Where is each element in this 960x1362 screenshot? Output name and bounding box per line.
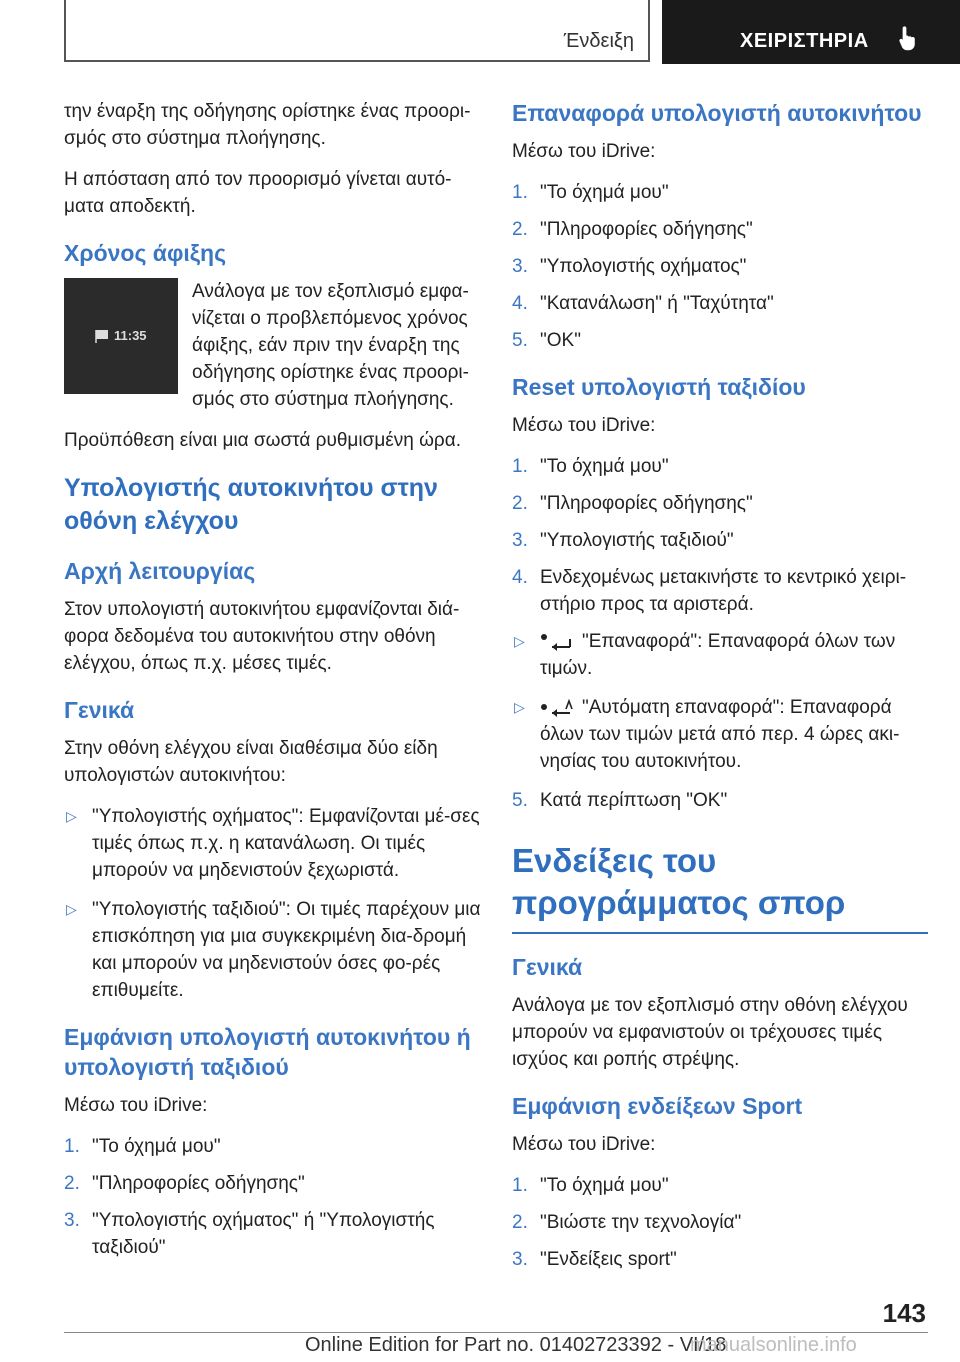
paragraph: Ανάλογα με τον εξοπλισμό εμφα-νίζεται ο προβλεπόμενος χρόνος άφιξης, εάν πριν την έναρξη της οδήγησης ορίστηκε ένας προορι-σμός στο σύστημα πλοήγησης. <box>192 281 469 410</box>
page-header <box>0 0 960 66</box>
list-item: ▷ "Αυτόματη επαναφορά": Επαναφορά όλων των τιμών μετά από περ. 4 ώρες ακι-νησίας του αυτοκινήτου. <box>512 694 932 775</box>
list-item-text: "Υπολογιστής οχήματος": Εμφανίζονται μέ-σες τιμές όπως π.χ. η κατανάλωση. Οι τιμές μπορούν να μηδενιστούν ξεχωριστά. <box>92 806 480 881</box>
reset-icon <box>540 633 576 651</box>
list-item: 2. "Πληροφορίες οδήγησης" <box>512 493 753 514</box>
paragraph: Μέσω του iDrive: <box>512 141 656 162</box>
paragraph: Μέσω του iDrive: <box>64 1095 208 1116</box>
step-list <box>512 787 932 814</box>
paragraph: Ανάλογα με τον εξοπλισμό στην οθόνη ελέγχου μπορούν να εμφανιστούν οι τρέχουσες τιμές ισχύος και ροπής στρέψης. <box>512 995 908 1070</box>
auto-reset-icon <box>540 699 576 717</box>
flag-icon <box>94 328 110 344</box>
paragraph: Στον υπολογιστή αυτοκινήτου εμφανίζονται διά-φορα δεδομένα του αυτοκινήτου στην οθόνη ελέγχου, όπως π.χ. μέσες τιμές. <box>64 599 460 674</box>
list-item <box>64 803 484 884</box>
bullet-list <box>64 803 484 1004</box>
list-item: 5. "OK" <box>512 330 581 351</box>
step-list <box>512 1172 932 1273</box>
paragraph: Μέσω του iDrive: <box>512 1134 656 1155</box>
right-column <box>512 98 932 1283</box>
list-item: ▷ "Επαναφορά": Επαναφορά όλων των τιμών. <box>512 628 932 682</box>
list-item: 1. "Το όχημά μου" <box>64 1136 221 1157</box>
heading-general: Γενικά <box>512 954 583 980</box>
step-list <box>512 453 932 618</box>
chapter-tab <box>662 0 960 64</box>
hand-pointer-icon <box>894 24 922 52</box>
watermark: manualsonline.info <box>690 1334 857 1356</box>
heading-general: Γενικά <box>64 697 135 723</box>
bullet-icon: ▷ <box>514 633 525 649</box>
heading-vehicle-computer: Υπολογιστής αυτοκινήτου στην οθόνη ελέγχου <box>64 474 438 535</box>
sub-bullet-list <box>512 628 932 775</box>
list-item: 2. "Πληροφορίες οδήγησης" <box>64 1173 305 1194</box>
page-number: 143 <box>882 1298 926 1328</box>
step-list <box>64 1133 484 1261</box>
list-item: 1. "Το όχημά μου" <box>512 456 669 477</box>
heading-display-computer: Εμφάνιση υπολογιστή αυτοκινήτου ή υπολογιστή ταξιδιού <box>64 1024 471 1080</box>
list-item: 3. "Υπολογιστής οχήματος" ή "Υπολογιστής ταξιδιού" <box>64 1210 435 1258</box>
chapter-label: ΧΕΙΡΙΣΤΗΡΙΑ <box>740 30 869 52</box>
list-item: 4. "Κατανάλωση" ή "Ταχύτητα" <box>512 293 774 314</box>
section-tab <box>64 0 650 62</box>
heading-arrival-time: Χρόνος άφιξης <box>64 240 227 266</box>
list-item: 2. "Πληροφορίες οδήγησης" <box>512 219 753 240</box>
list-item: 1. "Το όχημά μου" <box>512 182 669 203</box>
list-item: 5. Κατά περίπτωση "OK" <box>512 790 728 811</box>
left-column <box>64 98 484 1271</box>
heading-sport-program: Ενδείξεις του προγράμματος σπορ <box>512 840 928 934</box>
list-item: 3. "Υπολογιστής οχήματος" <box>512 256 747 277</box>
bullet-icon: ▷ <box>66 808 77 824</box>
section-label: Ένδειξη <box>563 30 634 52</box>
paragraph: την έναρξη της οδήγησης ορίστηκε ένας προορι-σμός στο σύστημα πλοήγησης. <box>64 101 471 149</box>
footer-divider <box>64 1332 928 1333</box>
paragraph: Μέσω του iDrive: <box>512 415 656 436</box>
list-item: 3. "Ενδείξεις sport" <box>512 1249 677 1270</box>
bullet-icon: ▷ <box>514 699 525 715</box>
arrival-time-thumbnail <box>64 278 178 394</box>
list-item <box>64 896 484 1004</box>
step-list <box>512 179 932 354</box>
heading-reset-trip: Reset υπολογιστή ταξιδίου <box>512 374 806 400</box>
paragraph: Στην οθόνη ελέγχου είναι διαθέσιμα δύο είδη υπολογιστών αυτοκινήτου: <box>64 738 438 786</box>
heading-reset-vehicle: Επαναφορά υπολογιστή αυτοκινήτου <box>512 100 922 126</box>
paragraph: Προϋπόθεση είναι μια σωστά ρυθμισμένη ώρα. <box>64 430 461 451</box>
list-item: 2. "Βιώστε την τεχνολογία" <box>512 1212 742 1233</box>
list-item: 1. "Το όχημά μου" <box>512 1175 669 1196</box>
list-item-text: "Υπολογιστής ταξιδιού": Οι τιμές παρέχουν μια επισκόπηση για μια συγκεκριμένη δια-δρομή και μπορούν να μηδενιστούν όσες φο-ρές επιθυμείτε. <box>92 899 481 1001</box>
bullet-icon: ▷ <box>66 901 77 917</box>
list-item: 4. Ενδεχομένως μετακινήστε το κεντρικό χειρι-στήριο προς τα αριστερά. <box>512 567 907 615</box>
paragraph: Η απόσταση από τον προορισμό γίνεται αυτό-ματα αποδεκτή. <box>64 169 452 217</box>
heading-principle: Αρχή λειτουργίας <box>64 558 256 584</box>
list-item: 3. "Υπολογιστής ταξιδιού" <box>512 530 734 551</box>
heading-show-sport: Εμφάνιση ενδείξεων Sport <box>512 1093 803 1119</box>
edition-label: Online Edition for Part no. 01402723392 - VI/18 <box>305 1334 727 1356</box>
thumbnail-time: 11:35 <box>114 328 147 343</box>
